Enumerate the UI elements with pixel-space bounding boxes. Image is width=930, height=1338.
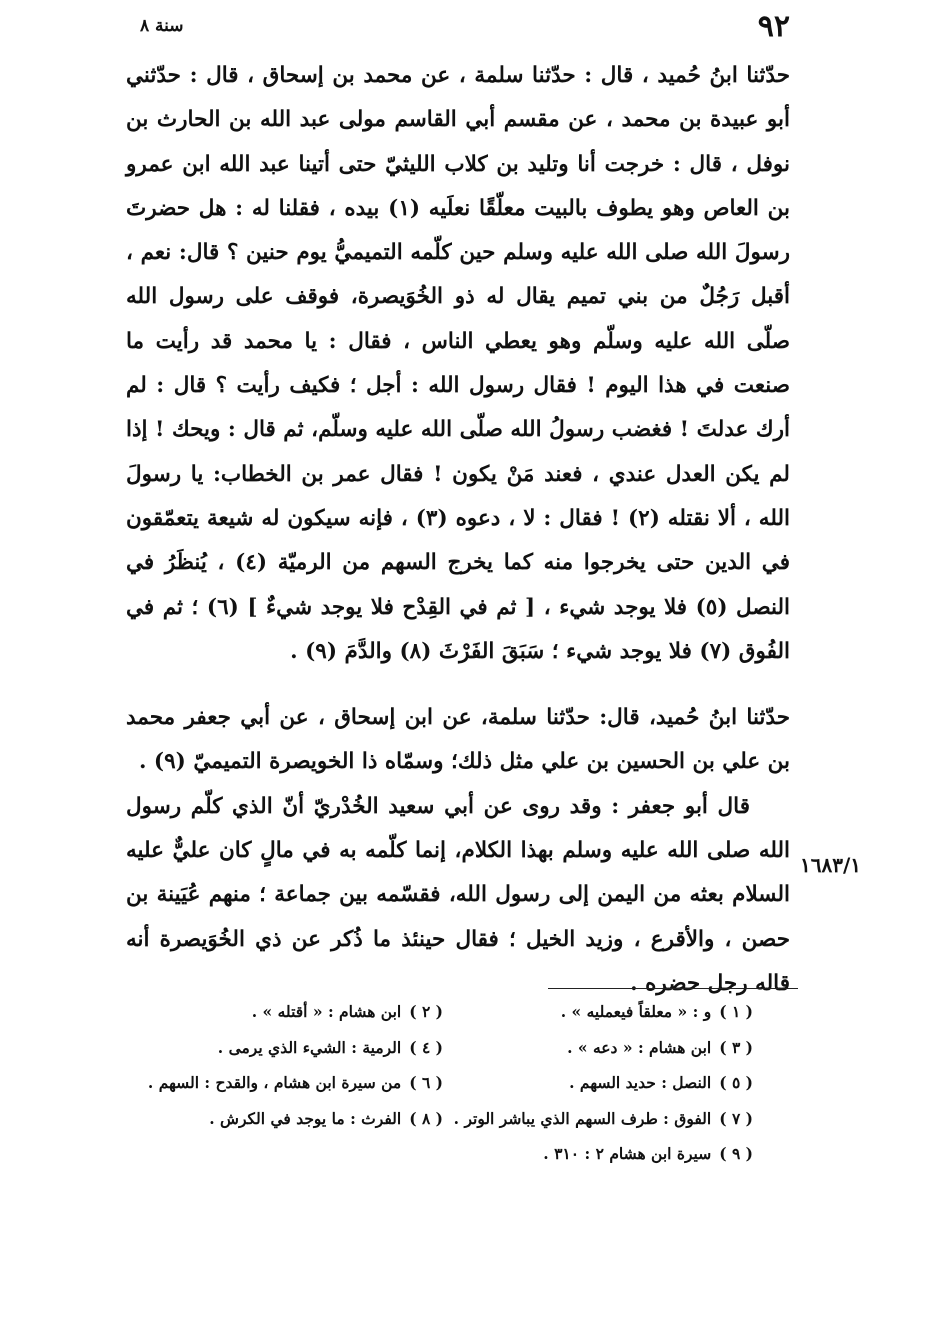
- footnote-number: ( ٤ ): [409, 1037, 443, 1057]
- footnote-row: [133, 1030, 753, 1066]
- footnotes: [133, 994, 753, 1172]
- footnote-text: ابن هشام : « دعه » .: [567, 1037, 712, 1057]
- footnote: [443, 1030, 753, 1066]
- footnote-text: الفرث : ما يوجد في الكرش .: [209, 1108, 402, 1128]
- footnote-number: ( ٦ ): [409, 1073, 443, 1093]
- footnote-divider: [548, 988, 798, 989]
- footnote: [133, 1065, 443, 1101]
- footnote-number: ( ٧ ): [719, 1108, 753, 1128]
- footnote-number: ( ٣ ): [719, 1037, 753, 1057]
- footnote-text: سيرة ابن هشام ٢ : ٣١٠ .: [543, 1144, 712, 1164]
- footnote-row: [133, 994, 753, 1030]
- footnote-number: ( ٨ ): [409, 1108, 443, 1128]
- margin-reference: ١٦٨٣/١: [800, 853, 862, 877]
- footnote-text: الرمية : الشيء الذي يرمى .: [217, 1037, 402, 1057]
- footnote-text: ابن هشام : « أقتله » .: [251, 1002, 402, 1021]
- footnote-text: النصل : حديد السهم .: [569, 1073, 712, 1093]
- paragraph: قال أبو جعفر : وقد روى عن أبي سعيد الخُدْريّ أنّ الذي كلّم رسول الله صلى الله عليه وسلم بهذا الكلام، إنما كلّمه به في مالٍ كان عليٌّ عليه السلام بعثه من اليمن إلى رسول الله، فقسّمه بين جماعة ؛ منهم عُيَينة بن حصن ، والأقرع ، وزيد الخيل ؛ فقال حينئذ ما ذُكر عن ذي الخُوَيصرة أنه قاله رجل حضره .: [126, 793, 790, 996]
- running-head: سنة ٨: [140, 16, 184, 36]
- footnote: [133, 994, 443, 1030]
- footnote: [133, 1101, 443, 1137]
- footnote-number: ( ٥ ): [719, 1073, 753, 1093]
- footnote-text: من سيرة ابن هشام ، والقدح : السهم .: [147, 1073, 402, 1093]
- footnote-row: [133, 1065, 753, 1101]
- paragraph: حدّثنا ابنُ حُميد ، قال : حدّثنا سلمة ، عن محمد بن إسحاق ، قال : حدّثني أبو عبيدة بن محمد ، عن مقسم أبي القاسم مولى عبد الله بن الحارث بن نوفل ، قال : خرجت أنا وتليد بن كلاب الليثيّ حتى أتينا عبد الله ابن عمرو بن العاص وهو يطوف بالبيت معلّقًا نعلَيه (١) بيده ، فقلنا له : هل حضرتَ رسولَ الله صلى الله عليه وسلم حين كلّمه التميميُّ يوم حنين ؟ قال: نعم ، أقبل رَجُلٌ من بني تميم يقال له ذو الخُوَيصرة، فوقف على رسول الله صلّى الله عليه وسلّم وهو يعطي الناس ، فقال : يا محمد قد رأيت ما صنعت في هذا اليوم ! فقال رسول الله : أجل ؛ فكيف رأيت ؟ قال : لم أرك عدلتَ ! فغضب رسولُ الله صلّى الله عليه وسلّم، ثم قال : ويحك ! إذا لم يكن العدل عندي ، فعند مَنْ يكون ! فقال عمر بن الخطاب: يا رسولَ الله ، ألا نقتله (٢) ! فقال : لا ، دعوه (٣) ، فإنه سيكون له شيعة يتعمّقون في الدين حتى يخرجوا منه كما يخرج السهم من الرميّة (٤) ، يُنظَرُ في النصل (٥) فلا يوجد شيء ، [ ثم في القِدْح فلا يوجد شيءٌ ] (٦) ؛ ثم في الفُوق (٧) فلا يوجد شيء ؛ سَبَقَ الفَرْثَ (٨) والدَّمَ (٩) .: [126, 63, 790, 664]
- footnote: [443, 1101, 753, 1137]
- footnote-row: [133, 1101, 753, 1137]
- page-number: ٩٢: [757, 8, 790, 44]
- footnote-number: ( ١ ): [719, 1002, 753, 1021]
- footnote-text: و : « معلقاً فيعمليه » .: [560, 1002, 712, 1021]
- footnote-number: ( ٢ ): [409, 1002, 443, 1021]
- footnote-text: الفوق : طرف السهم الذي يباشر الوتر .: [453, 1108, 712, 1128]
- footnote-row: [133, 1136, 753, 1172]
- footnote: [443, 994, 753, 1030]
- footnote-number: ( ٩ ): [719, 1144, 753, 1164]
- page-header: [140, 8, 790, 44]
- footnote: [133, 1030, 443, 1066]
- main-text: [126, 54, 790, 1006]
- footnote: [443, 1136, 753, 1172]
- paragraph: حدّثنا ابنُ حُميد، قال: حدّثنا سلمة، عن ابن إسحاق ، عن أبي جعفر محمد بن علي بن الحسين بن علي مثل ذلك؛ وسمّاه ذا الخويصرة التميميّ (٩) .: [126, 705, 790, 775]
- footnote: [443, 1065, 753, 1101]
